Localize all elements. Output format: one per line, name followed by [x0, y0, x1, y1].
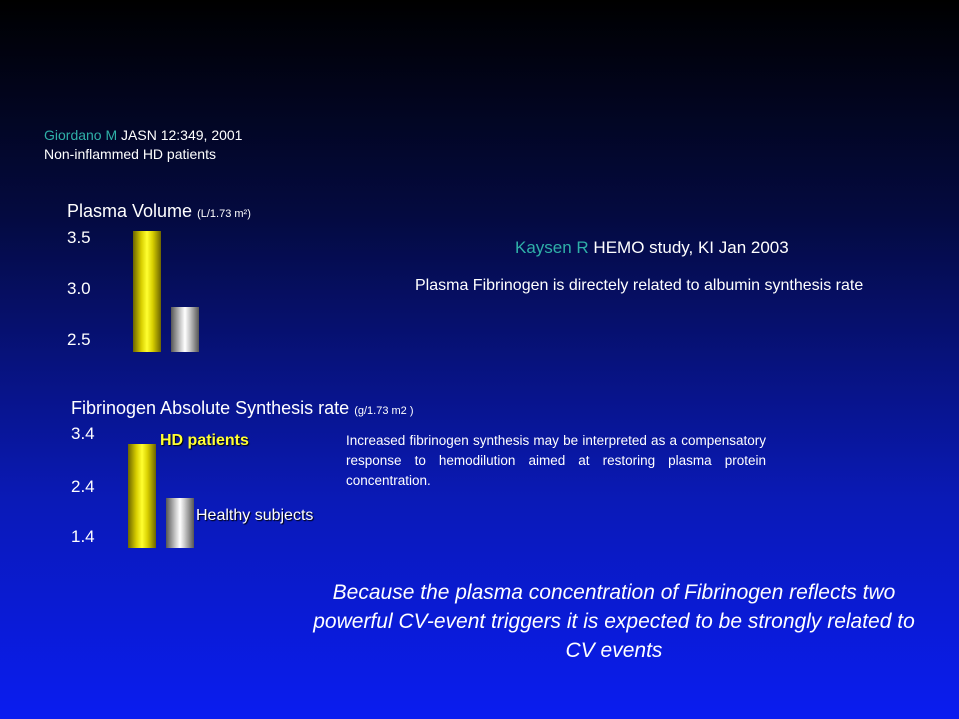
kaysen-author: Kaysen R	[515, 238, 589, 257]
citation-kaysen	[515, 238, 789, 258]
plasma-volume-unit: (L/1.73 m²)	[197, 208, 251, 220]
plasma-volume-title: Plasma Volume (L/1.73 m²)	[67, 201, 251, 221]
fibrinogen-tick-top: 3.4	[71, 424, 95, 443]
interpretation-text: Increased fibrinogen synthesis may be interpreted as a compensatory response to hemodilution aimed at restoring plasma protein concentration.	[346, 433, 766, 488]
plasma-volume-tick-mid: 3.0	[67, 279, 91, 298]
fibrinogen-bar-healthy	[166, 498, 194, 548]
kaysen-ref: HEMO study, KI Jan 2003	[588, 238, 789, 257]
fibrinogen-unit: (g/1.73 m2 )	[354, 405, 414, 417]
fibrinogen-title: Fibrinogen Absolute Synthesis rate (g/1.73 m2 )	[71, 398, 414, 418]
conclusion-text: Because the plasma concentration of Fibrinogen reflects two powerful CV-event triggers it is expected to be strongly related to CV events	[313, 581, 915, 662]
plasma-volume-tick-bottom: 2.5	[67, 330, 91, 349]
fibrinogen-tick-bottom: 1.4	[71, 527, 95, 546]
fibrinogen-bar-hd	[128, 444, 156, 548]
plasma-volume-bar-hd	[133, 231, 161, 352]
legend-hd-patients: HD patients	[160, 432, 249, 449]
plasma-volume-bar-healthy	[171, 307, 199, 352]
citation-giordano	[44, 126, 242, 164]
plasma-volume-tick-top: 3.5	[67, 228, 91, 247]
citation-ref: JASN 12:349, 2001	[117, 127, 243, 143]
legend-healthy-subjects: Healthy subjects	[196, 507, 314, 524]
citation-author: Giordano M	[44, 127, 118, 143]
citation-population: Non-inflammed HD patients	[44, 146, 216, 162]
kaysen-finding: Plasma Fibrinogen is directely related to albumin synthesis rate	[415, 277, 864, 294]
fibrinogen-tick-mid: 2.4	[71, 477, 95, 496]
